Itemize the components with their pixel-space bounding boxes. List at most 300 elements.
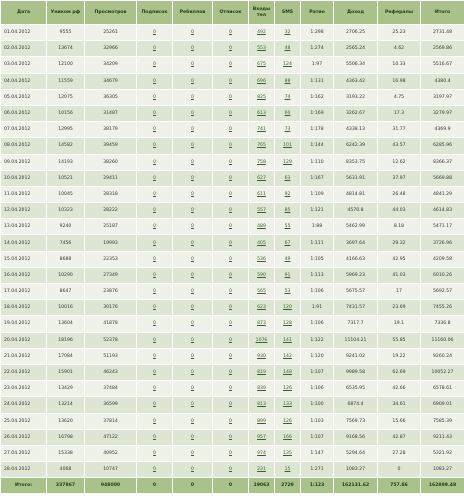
cell-link[interactable]: 74 xyxy=(284,94,291,100)
cell-link[interactable]: 0 xyxy=(153,450,156,456)
table-row xyxy=(1,235,464,251)
cell-link[interactable]: 135 xyxy=(283,450,292,456)
cell-link[interactable]: 0 xyxy=(229,450,232,456)
cell-link[interactable]: 0 xyxy=(191,289,194,295)
table-cell xyxy=(137,300,173,316)
cell-link[interactable]: 0 xyxy=(191,127,194,133)
cell-link[interactable]: 0 xyxy=(191,175,194,181)
cell-link[interactable]: 489 xyxy=(257,224,266,230)
cell-link[interactable]: 0 xyxy=(191,272,194,278)
cell-link[interactable]: 0 xyxy=(191,46,194,52)
table-cell xyxy=(249,413,275,429)
table-row xyxy=(1,89,464,105)
table-cell xyxy=(213,300,249,316)
cell-link[interactable]: 675 xyxy=(257,62,266,68)
cell-link[interactable]: 0 xyxy=(153,94,156,100)
table-cell: 25.23 xyxy=(378,25,421,41)
table-cell: 1:110 xyxy=(301,154,334,170)
table-cell: 1:103 xyxy=(301,413,334,429)
cell-link[interactable]: 0 xyxy=(153,111,156,117)
table-cell: 1:106 xyxy=(301,381,334,397)
table-cell: 17084 xyxy=(47,348,85,364)
cell-link[interactable]: 0 xyxy=(229,208,232,214)
table-cell: 1083.27 xyxy=(334,462,378,478)
cell-link[interactable]: 0 xyxy=(229,159,232,165)
cell-link[interactable]: 0 xyxy=(191,256,194,262)
cell-link[interactable]: 0 xyxy=(229,402,232,408)
cell-link[interactable]: 813 xyxy=(257,402,266,408)
cell-link[interactable]: 0 xyxy=(229,143,232,149)
table-cell: 1:298 xyxy=(301,25,334,41)
cell-link[interactable]: 0 xyxy=(153,353,156,359)
cell-link[interactable]: 623 xyxy=(257,305,266,311)
cell-link[interactable]: 405 xyxy=(257,240,266,246)
cell-link[interactable]: 101 xyxy=(283,143,292,149)
cell-link[interactable]: 0 xyxy=(191,370,194,376)
cell-link[interactable]: 67 xyxy=(284,240,291,246)
table-cell xyxy=(137,154,173,170)
table-cell: 13429 xyxy=(47,381,85,397)
table-cell: 10323 xyxy=(47,203,85,219)
table-cell: 32966 xyxy=(85,41,137,57)
table-cell: 6285.96 xyxy=(421,138,464,154)
table-cell xyxy=(275,219,301,235)
cell-link[interactable]: 0 xyxy=(229,386,232,392)
cell-link[interactable]: 0 xyxy=(191,111,194,117)
table-cell xyxy=(173,154,213,170)
table-cell: 41878 xyxy=(85,316,137,332)
cell-link[interactable]: 133 xyxy=(283,402,292,408)
table-row xyxy=(1,73,464,89)
table-cell xyxy=(275,284,301,300)
cell-link[interactable]: 0 xyxy=(153,289,156,295)
cell-link[interactable]: 129 xyxy=(283,159,292,165)
table-cell: 1:106 xyxy=(301,284,334,300)
cell-link[interactable]: 231 xyxy=(257,467,266,473)
cell-link[interactable]: 0 xyxy=(153,175,156,181)
cell-link[interactable]: 0 xyxy=(191,386,194,392)
cell-link[interactable]: 166 xyxy=(283,434,292,440)
table-cell xyxy=(173,300,213,316)
table-cell: 3197.97 xyxy=(421,89,464,105)
cell-link[interactable]: 0 xyxy=(229,111,232,117)
cell-link[interactable]: 0 xyxy=(153,321,156,327)
table-cell: 10.33 xyxy=(378,57,421,73)
cell-link[interactable]: 0 xyxy=(153,337,156,343)
cell-link[interactable]: 0 xyxy=(229,467,232,473)
cell-link[interactable]: 0 xyxy=(229,272,232,278)
table-cell xyxy=(275,154,301,170)
cell-link[interactable]: 0 xyxy=(153,434,156,440)
table-cell: 10521 xyxy=(47,170,85,186)
table-cell: 1:107 xyxy=(301,429,334,445)
table-cell xyxy=(275,41,301,57)
cell-link[interactable]: 148 xyxy=(283,370,292,376)
table-cell: 38260 xyxy=(85,154,137,170)
cell-link[interactable]: 0 xyxy=(191,305,194,311)
table-cell: 28.04.2012 xyxy=(1,462,47,478)
cell-link[interactable]: 55 xyxy=(284,224,291,230)
table-cell: 1:121 xyxy=(301,203,334,219)
cell-link[interactable]: 611 xyxy=(257,191,266,197)
table-cell: 21.04.2012 xyxy=(1,348,47,364)
cell-link[interactable]: 53 xyxy=(284,289,291,295)
table-cell: 1:107 xyxy=(301,364,334,380)
cell-link[interactable]: 1076 xyxy=(255,337,268,343)
table-cell: 13.04.2012 xyxy=(1,219,47,235)
table-cell: 10156 xyxy=(47,105,85,121)
cell-link[interactable]: 0 xyxy=(153,191,156,197)
cell-link[interactable]: 0 xyxy=(153,30,156,36)
table-cell xyxy=(249,462,275,478)
table-cell: 15.04.2012 xyxy=(1,251,47,267)
table-cell: 7456 xyxy=(47,235,85,251)
table-cell xyxy=(213,429,249,445)
cell-link[interactable]: 0 xyxy=(153,159,156,165)
cell-link[interactable]: 126 xyxy=(283,418,292,424)
cell-link[interactable]: 825 xyxy=(257,94,266,100)
table-cell: 1:169 xyxy=(301,105,334,121)
cell-link[interactable]: 0 xyxy=(153,143,156,149)
cell-link[interactable]: 0 xyxy=(191,159,194,165)
table-cell: 5321.92 xyxy=(421,445,464,461)
cell-link[interactable]: 0 xyxy=(153,386,156,392)
cell-link[interactable]: 60 xyxy=(284,111,291,117)
cell-link[interactable]: 0 xyxy=(229,305,232,311)
table-cell xyxy=(137,41,173,57)
cell-link[interactable]: 0 xyxy=(229,240,232,246)
table-cell: 29.32 xyxy=(378,235,421,251)
table-cell xyxy=(275,138,301,154)
cell-link[interactable]: 0 xyxy=(191,143,194,149)
cell-link[interactable]: 492 xyxy=(257,30,266,36)
column-header: Рефералы xyxy=(378,1,421,25)
table-cell: 1:274 xyxy=(301,41,334,57)
table-cell: 5631.91 xyxy=(334,170,378,186)
table-row xyxy=(1,105,464,121)
table-cell: 34679 xyxy=(85,73,137,89)
cell-link[interactable]: 957 xyxy=(257,434,266,440)
cell-link[interactable]: 741 xyxy=(257,127,266,133)
table-cell xyxy=(275,348,301,364)
cell-link[interactable]: 0 xyxy=(153,224,156,230)
table-cell: 24.04.2012 xyxy=(1,397,47,413)
cell-link[interactable]: 0 xyxy=(191,94,194,100)
cell-link[interactable]: 0 xyxy=(191,402,194,408)
table-cell xyxy=(213,105,249,121)
table-cell: 41.03 xyxy=(378,267,421,283)
cell-link[interactable]: 73 xyxy=(284,127,291,133)
cell-link[interactable]: 819 xyxy=(257,370,266,376)
cell-link[interactable]: 0 xyxy=(229,30,232,36)
cell-link[interactable]: 0 xyxy=(229,337,232,343)
table-cell xyxy=(249,429,275,445)
table-cell xyxy=(213,138,249,154)
cell-link[interactable]: 0 xyxy=(229,94,232,100)
cell-link[interactable]: 557 xyxy=(257,208,266,214)
cell-link[interactable]: 0 xyxy=(153,305,156,311)
cell-link[interactable]: 0 xyxy=(153,208,156,214)
table-cell xyxy=(249,203,275,219)
table-cell: 1:105 xyxy=(301,251,334,267)
cell-link[interactable]: 0 xyxy=(191,224,194,230)
cell-link[interactable]: 0 xyxy=(229,418,232,424)
table-cell xyxy=(249,251,275,267)
table-cell: 7585.39 xyxy=(421,413,464,429)
table-cell: 42.87 xyxy=(378,429,421,445)
cell-link[interactable]: 0 xyxy=(229,256,232,262)
cell-link[interactable]: 0 xyxy=(229,224,232,230)
cell-link[interactable]: 613 xyxy=(257,111,266,117)
cell-link[interactable]: 0 xyxy=(229,321,232,327)
table-cell: 43.57 xyxy=(378,138,421,154)
cell-link[interactable]: 590 xyxy=(257,272,266,278)
cell-link[interactable]: 85 xyxy=(284,208,291,214)
totals-cell: 948000 xyxy=(85,478,137,494)
table-cell xyxy=(249,235,275,251)
table-cell xyxy=(137,73,173,89)
table-cell: 18.04.2012 xyxy=(1,300,47,316)
totals-cell: Итого: xyxy=(1,478,47,494)
table-cell xyxy=(173,73,213,89)
cell-link[interactable]: 0 xyxy=(153,467,156,473)
table-cell xyxy=(275,316,301,332)
cell-link[interactable]: 0 xyxy=(191,337,194,343)
cell-link[interactable]: 0 xyxy=(191,240,194,246)
table-cell: 25.04.2012 xyxy=(1,413,47,429)
cell-link[interactable]: 839 xyxy=(257,386,266,392)
table-cell: 23.04.2012 xyxy=(1,381,47,397)
table-cell xyxy=(213,445,249,461)
cell-link[interactable]: 120 xyxy=(283,305,292,311)
table-cell: 29411 xyxy=(85,170,137,186)
cell-link[interactable]: 0 xyxy=(191,191,194,197)
cell-link[interactable]: 0 xyxy=(153,370,156,376)
cell-link[interactable]: 0 xyxy=(153,78,156,84)
table-cell: 10290 xyxy=(47,267,85,283)
cell-link[interactable]: 92 xyxy=(284,191,291,197)
table-cell: 6242.39 xyxy=(334,138,378,154)
table-cell: 37484 xyxy=(85,381,137,397)
column-header: Ребиллов xyxy=(173,1,213,25)
cell-link[interactable]: 0 xyxy=(229,175,232,181)
table-row xyxy=(1,462,464,478)
cell-link[interactable]: 0 xyxy=(191,321,194,327)
table-cell xyxy=(213,397,249,413)
table-cell: 0 xyxy=(378,462,421,478)
cell-link[interactable]: 0 xyxy=(153,418,156,424)
table-cell xyxy=(275,332,301,348)
table-cell xyxy=(275,462,301,478)
table-cell xyxy=(173,348,213,364)
table-cell xyxy=(275,25,301,41)
table-cell: 12100 xyxy=(47,57,85,73)
table-cell: 11160.06 xyxy=(421,332,464,348)
cell-link[interactable]: 0 xyxy=(229,62,232,68)
table-cell: 5675.57 xyxy=(334,284,378,300)
table-cell: 9241.02 xyxy=(334,348,378,364)
table-cell: 22.04.2012 xyxy=(1,364,47,380)
table-cell xyxy=(213,73,249,89)
table-cell xyxy=(173,89,213,105)
cell-link[interactable]: 765 xyxy=(257,143,266,149)
table-cell: 20.04.2012 xyxy=(1,332,47,348)
cell-link[interactable]: 565 xyxy=(257,289,266,295)
table-cell: 1:122 xyxy=(301,332,334,348)
table-cell: 25261 xyxy=(85,25,137,41)
table-cell: 2706.25 xyxy=(334,25,378,41)
cell-link[interactable]: 974 xyxy=(257,450,266,456)
table-cell: 15338 xyxy=(47,445,85,461)
cell-link[interactable]: 873 xyxy=(257,321,266,327)
totals-cell: 337867 xyxy=(47,478,85,494)
table-cell: 03.04.2012 xyxy=(1,57,47,73)
table-cell xyxy=(249,122,275,138)
table-cell: 17 xyxy=(378,284,421,300)
cell-link[interactable]: 0 xyxy=(191,208,194,214)
table-cell xyxy=(137,251,173,267)
table-cell: 10045 xyxy=(47,186,85,202)
totals-cell: 2729 xyxy=(275,478,301,494)
table-cell: 1:131 xyxy=(301,73,334,89)
cell-link[interactable]: 627 xyxy=(257,175,266,181)
cell-link[interactable]: 0 xyxy=(153,240,156,246)
cell-link[interactable]: 0 xyxy=(229,434,232,440)
table-cell: 5294.64 xyxy=(334,445,378,461)
table-cell: 12.04.2012 xyxy=(1,203,47,219)
table-cell xyxy=(137,267,173,283)
table-cell xyxy=(275,429,301,445)
cell-link[interactable]: 0 xyxy=(191,418,194,424)
cell-link[interactable]: 0 xyxy=(191,30,194,36)
cell-link[interactable]: 0 xyxy=(191,353,194,359)
table-cell: 5471.17 xyxy=(421,219,464,235)
table-row xyxy=(1,316,464,332)
cell-link[interactable]: 0 xyxy=(229,127,232,133)
cell-link[interactable]: 15 xyxy=(284,467,291,473)
table-cell: 16.98 xyxy=(378,73,421,89)
table-cell: 06.04.2012 xyxy=(1,105,47,121)
cell-link[interactable]: 536 xyxy=(257,256,266,262)
table-row xyxy=(1,300,464,316)
table-cell: 5462.99 xyxy=(334,219,378,235)
cell-link[interactable]: 63 xyxy=(284,175,291,181)
table-cell xyxy=(137,316,173,332)
table-cell xyxy=(213,186,249,202)
table-cell xyxy=(249,348,275,364)
table-cell xyxy=(275,89,301,105)
table-cell: 7431.57 xyxy=(334,300,378,316)
cell-link[interactable]: 126 xyxy=(283,386,292,392)
totals-cell: 0 xyxy=(173,478,213,494)
table-cell xyxy=(249,316,275,332)
cell-link[interactable]: 128 xyxy=(283,321,292,327)
table-cell: 2731.48 xyxy=(421,25,464,41)
cell-link[interactable]: 0 xyxy=(229,46,232,52)
table-cell: 10016 xyxy=(47,300,85,316)
table-cell: 9555 xyxy=(47,25,85,41)
table-cell xyxy=(173,251,213,267)
cell-link[interactable]: 49 xyxy=(284,256,291,262)
table-cell xyxy=(249,154,275,170)
table-cell: 5692.57 xyxy=(421,284,464,300)
column-header: Входы тел xyxy=(249,1,275,25)
cell-link[interactable]: 930 xyxy=(257,353,266,359)
table-row xyxy=(1,284,464,300)
table-cell: 15.66 xyxy=(378,413,421,429)
cell-link[interactable]: 91 xyxy=(284,272,291,278)
cell-link[interactable]: 899 xyxy=(257,418,266,424)
table-cell xyxy=(275,267,301,283)
table-cell: 1:167 xyxy=(301,170,334,186)
cell-link[interactable]: 32 xyxy=(284,30,291,36)
column-header: Дата xyxy=(1,1,47,25)
cell-link[interactable]: 0 xyxy=(153,62,156,68)
cell-link[interactable]: 758 xyxy=(257,159,266,165)
cell-link[interactable]: 0 xyxy=(153,256,156,262)
cell-link[interactable]: 141 xyxy=(283,337,292,343)
table-cell: 30176 xyxy=(85,300,137,316)
table-cell: 15901 xyxy=(47,364,85,380)
cell-link[interactable]: 0 xyxy=(191,434,194,440)
cell-link[interactable]: 553 xyxy=(257,46,266,52)
table-cell xyxy=(249,41,275,57)
table-cell xyxy=(249,170,275,186)
table-cell: 16798 xyxy=(47,429,85,445)
cell-link[interactable]: 88 xyxy=(284,78,291,84)
table-row xyxy=(1,186,464,202)
table-cell: 04.04.2012 xyxy=(1,73,47,89)
cell-link[interactable]: 0 xyxy=(191,78,194,84)
cell-link[interactable]: 0 xyxy=(153,46,156,52)
cell-link[interactable]: 0 xyxy=(229,78,232,84)
cell-link[interactable]: 0 xyxy=(153,402,156,408)
cell-link[interactable]: 0 xyxy=(229,370,232,376)
table-cell xyxy=(213,122,249,138)
table-cell: 23876 xyxy=(85,284,137,300)
cell-link[interactable]: 0 xyxy=(191,450,194,456)
cell-link[interactable]: 0 xyxy=(153,272,156,278)
cell-link[interactable]: 0 xyxy=(229,289,232,295)
table-cell xyxy=(137,186,173,202)
cell-link[interactable]: 0 xyxy=(191,467,194,473)
table-cell: 4.75 xyxy=(378,89,421,105)
table-cell: 55.85 xyxy=(378,332,421,348)
table-cell: 34.61 xyxy=(378,397,421,413)
table-cell xyxy=(275,397,301,413)
table-cell xyxy=(173,170,213,186)
table-cell: 5669.88 xyxy=(421,170,464,186)
cell-link[interactable]: 0 xyxy=(153,127,156,133)
cell-link[interactable]: 0 xyxy=(229,353,232,359)
cell-link[interactable]: 696 xyxy=(257,78,266,84)
table-row xyxy=(1,381,464,397)
table-cell xyxy=(213,413,249,429)
table-cell xyxy=(173,316,213,332)
table-cell: 3279.97 xyxy=(421,105,464,121)
table-cell: 1:147 xyxy=(301,445,334,461)
cell-link[interactable]: 48 xyxy=(284,46,291,52)
table-cell: 4166.63 xyxy=(334,251,378,267)
cell-link[interactable]: 0 xyxy=(229,191,232,197)
cell-link[interactable]: 124 xyxy=(283,62,292,68)
table-cell xyxy=(213,219,249,235)
cell-link[interactable]: 0 xyxy=(191,62,194,68)
table-cell xyxy=(173,381,213,397)
table-cell xyxy=(213,57,249,73)
cell-link[interactable]: 142 xyxy=(283,353,292,359)
table-cell: 1:106 xyxy=(301,316,334,332)
